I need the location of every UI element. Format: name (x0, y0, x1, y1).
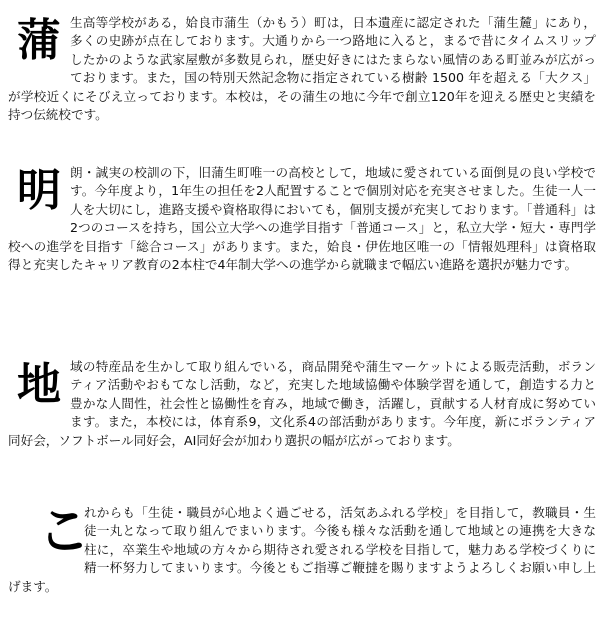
paragraph-text: 生高等学校がある，姶良市蒲生（かもう）町は，日本遺産に認定された「蒲生麓」にあり，多くの史跡が点在しております。大通りから一つ路地に入ると，まるで昔にタイムスリップしたかのような武家屋敷が多数見られ，歴史好きにはたまらない風情のある町並みが広がっております。また，国の特別天然記念物に指定されている樹齢 1500 年を超える「大クス」が学校近くにそびえ立っております。本校は，その蒲生の地に今年で創立120年を迎える歴史と実績を持つ伝統校です。 (8, 15, 596, 123)
drop-cap: 地 (17, 359, 61, 410)
paragraph-activities (8, 358, 596, 488)
drop-cap: 蒲 (17, 15, 61, 66)
paragraph-courses (8, 164, 596, 348)
paragraph-text: 域の特産品を生かして取り組んでいる，商品開発や蒲生マーケットによる販売活動，ボランティア活動やおもてなし活動，など，充実した地域協働や体験学習を通して，創造する力と豊かな人間性，社会性と協働性を育み，地域で働き，活躍し，貢献する人材育成に努めています。また，本校には，体育系9，文化系4の部活動があります。今年度，新にボランティア同好会，ソフトボール同好会，AI同好会が加わり選択の幅が広がっております。 (8, 359, 596, 448)
paragraph-text: れからも「生徒・職員が心地よく過ごせる，活気あふれる学校」を目指して，教職員・生徒一丸となって取り組んでまいります。今後も様々な活動を通して地域との連携を大きな柱に，卒業生や地域の方々から期待され愛される学校を目指して，魅力ある学校づくりに精一杯努力してまいります。今後ともご指導ご鞭撻を賜りますようよろしくお願い申し上げます。 (8, 505, 596, 594)
paragraph-history (8, 14, 596, 150)
drop-cap: 明 (17, 165, 61, 216)
drop-cap: こ (38, 504, 91, 562)
paragraph-closing (8, 504, 596, 634)
paragraph-text: 朗・誠実の校訓の下，旧蒲生町唯一の高校として，地域に愛されている面倒見の良い学校です。今年度より，1年生の担任を2人配置することで個別対応を充実させました。生徒一人一人を大切にし，進路支援や資格取得においても，個別支援が充実しております。「普通科」は2つのコースを持ち，国公立大学への進学目指す「普通コース」と，私立大学・短大・専門学校への進学を目指す「総合コース」があります。また，姶良・伊佐地区唯一の「情報処理科」は資格取得と充実したキャリア教育の2本柱で4年制大学への進学から就職まで幅広い進路を選択が魅力です。 (8, 165, 596, 273)
